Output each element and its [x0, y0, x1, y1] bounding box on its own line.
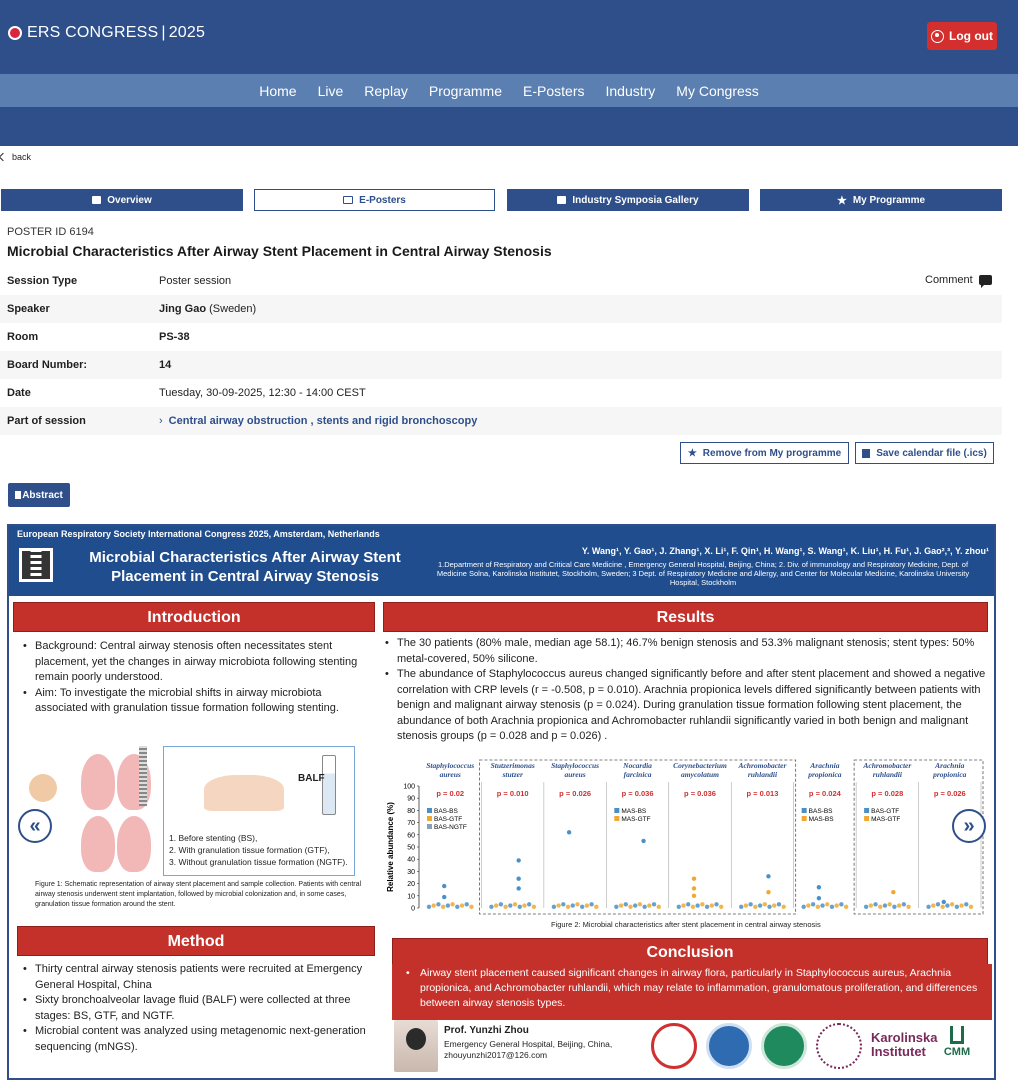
- data-point: [580, 905, 584, 909]
- panel-taxon-label: ruhlandii: [747, 770, 778, 779]
- data-point: [692, 886, 696, 890]
- hospital-logo-icon: [761, 1023, 807, 1069]
- data-point: [891, 890, 895, 894]
- results-text: [383, 636, 988, 745]
- data-point: [714, 902, 718, 906]
- data-point: [744, 903, 748, 907]
- p-value-label: p = 0.028: [871, 789, 904, 798]
- data-point: [460, 903, 464, 907]
- data-point: [753, 905, 757, 909]
- data-point: [691, 905, 695, 909]
- qr-code-icon: [19, 548, 53, 582]
- method-point: • Microbial content was analyzed using metagenomic next-generation sequencing (mNGS).: [21, 1024, 369, 1055]
- conclusion-text: • Airway stent placement caused significant changes in airway flora, particularly in Staphylococcus aureus, Arachnia propionica, and Achromobacter ruhlandii, which may relate to inflammation, granulomatous proliferation, and differences between airway stenosis types.: [392, 964, 992, 1020]
- data-point: [567, 830, 571, 834]
- results-point: • The 30 patients (80% male, median age 58.1); 46.7% benign stenosis and 53.3% malignant stenosis; stent types: 50% metal-covered, 50% silicone.: [383, 636, 988, 667]
- data-point: [518, 905, 522, 909]
- data-point: [873, 902, 877, 906]
- star-icon: ★: [687, 447, 697, 459]
- data-point: [705, 905, 709, 909]
- data-point: [878, 905, 882, 909]
- back-link[interactable]: [0, 152, 31, 162]
- data-point: [686, 902, 690, 906]
- data-point: [777, 902, 781, 906]
- comment-label: Comment: [925, 274, 973, 286]
- field-value: [159, 303, 256, 315]
- data-point: [532, 905, 536, 909]
- conclusion-heading: Conclusion: [392, 938, 988, 966]
- data-point: [692, 877, 696, 881]
- patient-lying-illustration: [204, 775, 284, 811]
- tab-my-programme[interactable]: [760, 189, 1002, 211]
- calendar-icon: [862, 449, 870, 458]
- y-tick-label: 10: [407, 893, 415, 901]
- data-point: [657, 905, 661, 909]
- p-value-label: p = 0.026: [559, 789, 592, 798]
- contact-card: [394, 1020, 624, 1078]
- logo-text: Institutet: [871, 1044, 926, 1059]
- legend-swatch: [427, 808, 432, 813]
- karolinska-logo: [871, 1031, 937, 1059]
- data-point: [950, 902, 954, 906]
- p-value-label: p = 0.036: [684, 789, 716, 798]
- field-value: Tuesday, 30-09-2025, 12:30 - 14:00 CEST: [159, 387, 366, 399]
- panel-taxon-label: Nocardia: [623, 761, 652, 770]
- logout-label: Log out: [949, 29, 993, 43]
- stage-label: 2. With granulation tissue formation (GTF),: [169, 845, 330, 855]
- data-point: [503, 905, 507, 909]
- data-point: [941, 905, 945, 909]
- method-heading: Method: [17, 926, 375, 956]
- data-point: [906, 905, 910, 909]
- legend-label: MAS-GTF: [871, 816, 901, 823]
- legend-swatch: [802, 816, 807, 821]
- panel-taxon-label: Staphylococcus: [426, 761, 475, 770]
- data-point: [465, 902, 469, 906]
- legend-label: BAS-GTF: [871, 808, 900, 815]
- y-tick-label: 20: [407, 881, 415, 889]
- data-point: [450, 902, 454, 906]
- figure-1-caption: Figure 1: Schematic representation of airway stent placement and sample collection. Patients with central airway stenosis underwent stent implantation, followed by microbial colonization and, in some cases, granulation tissue formation around the stent.: [35, 881, 362, 908]
- eposter-viewer[interactable]: [7, 524, 996, 1080]
- data-point: [677, 905, 681, 909]
- panel-taxon-label: propionica: [933, 770, 967, 779]
- panel-taxon-label: ruhlandii: [872, 770, 902, 779]
- balf-label: BALF: [298, 773, 325, 784]
- data-point: [719, 905, 723, 909]
- legend-label: MAS-BS: [621, 808, 647, 815]
- nav-replay[interactable]: Replay: [364, 82, 408, 99]
- data-point: [766, 874, 770, 878]
- brand-year: 2025: [168, 24, 206, 41]
- tab-label: My Programme: [852, 194, 926, 206]
- contact-email[interactable]: zhouyunzhi2017@126.com: [444, 1050, 548, 1060]
- lung-illustration: [117, 816, 151, 872]
- method-point: • Thirty central airway stenosis patients were recruited at Emergency General Hospital, China: [21, 962, 369, 993]
- tab-e-posters[interactable]: [254, 189, 495, 211]
- tab-label: Overview: [107, 194, 152, 206]
- figure-2-caption: Figure 2: Microbial characteristics after stent placement in central airway stenosis: [551, 920, 821, 929]
- nav-my-congress[interactable]: My Congress: [676, 82, 759, 99]
- speaker-name: Jing Gao: [159, 303, 207, 315]
- data-point: [844, 905, 848, 909]
- intro-heading: Introduction: [13, 602, 375, 632]
- data-point: [647, 903, 651, 907]
- data-point: [806, 903, 810, 907]
- back-label: back: [12, 152, 32, 162]
- chevron-double-left-icon: «: [29, 814, 41, 837]
- y-tick-label: 80: [407, 807, 415, 815]
- legend-label: MAS-BS: [808, 816, 834, 823]
- panel-taxon-label: Achromobacter: [738, 761, 787, 770]
- data-point: [817, 896, 821, 900]
- speaker-country: (Sweden): [209, 303, 257, 315]
- data-point: [811, 902, 815, 906]
- brand-name: ERS CONGRESS: [27, 24, 159, 41]
- data-point: [436, 902, 440, 906]
- data-point: [508, 903, 512, 907]
- abstract-button[interactable]: [8, 483, 70, 507]
- session-link-label: Central airway obstruction , stents and rigid bronchoscopy: [168, 415, 478, 427]
- field-value: [159, 331, 190, 343]
- data-point: [864, 905, 868, 909]
- data-point: [516, 877, 520, 881]
- y-tick-label: 90: [407, 795, 415, 803]
- data-point: [692, 894, 696, 898]
- data-point: [830, 905, 834, 909]
- y-tick-label: 30: [407, 868, 415, 876]
- data-point: [816, 905, 820, 909]
- panel-taxon-label: Corynebacterium: [673, 761, 727, 770]
- data-point: [594, 905, 598, 909]
- data-point: [432, 903, 436, 907]
- y-axis-label: Relative abundance (%): [386, 802, 395, 892]
- field-value: Poster session: [159, 275, 232, 287]
- eposter-title: Microbial Characteristics After Airway Stent Placement in Central Airway Stenosis: [89, 549, 401, 585]
- data-point: [834, 903, 838, 907]
- y-tick-label: 60: [407, 832, 415, 840]
- field-value: [159, 359, 171, 371]
- comment-icon: [979, 275, 992, 285]
- y-tick-label: 50: [407, 844, 415, 852]
- logout-button[interactable]: [927, 22, 997, 50]
- data-point: [642, 905, 646, 909]
- panel-taxon-label: Arachnia: [810, 761, 840, 770]
- legend-swatch: [864, 808, 869, 813]
- save-calendar-button[interactable]: [855, 442, 994, 464]
- calendar-icon: [92, 196, 101, 204]
- panel-taxon-label: Staphylococcus: [551, 761, 600, 770]
- page-title: Microbial Characteristics After Airway Stent Placement in Central Airway Stenosis: [7, 243, 552, 259]
- chevron-double-right-icon: »: [963, 814, 975, 837]
- stage-label: 3. Without granulation tissue formation (NGTF).: [169, 857, 348, 867]
- data-point: [561, 902, 565, 906]
- data-point: [442, 895, 446, 899]
- document-icon: [15, 491, 21, 499]
- nav-home[interactable]: Home: [259, 82, 297, 99]
- panel-taxon-label: stutzer: [502, 770, 523, 779]
- header-strip: [0, 107, 1018, 146]
- patient-illustration: [29, 774, 57, 802]
- ers-congress-logo[interactable]: [8, 24, 205, 42]
- panel-taxon-label: Achromobacter: [863, 761, 912, 770]
- cmm-icon: [950, 1026, 964, 1044]
- data-point: [513, 902, 517, 906]
- data-point: [641, 839, 645, 843]
- nav-industry[interactable]: Industry: [605, 82, 656, 99]
- data-point: [566, 905, 570, 909]
- figure-1-panel: [163, 746, 355, 876]
- data-point: [942, 900, 946, 904]
- intro-text: [21, 639, 369, 717]
- contact-affiliation: [444, 1039, 612, 1061]
- board-number-value: 14: [159, 359, 172, 371]
- data-point: [959, 903, 963, 907]
- intro-point: • Background: Central airway stenosis often necessitates stent placement, yet the changes in airway microbiota following stenting remain poorly understood.: [21, 639, 369, 686]
- button-label: Remove from My programme: [702, 447, 842, 459]
- data-point: [931, 903, 935, 907]
- data-point: [499, 902, 503, 906]
- data-point: [585, 903, 589, 907]
- hospital-logo-icon: [706, 1023, 752, 1069]
- stage-label: 1. Before stenting (BS),: [169, 833, 258, 843]
- data-point: [801, 905, 805, 909]
- button-label: Save calendar file (.ics): [876, 447, 987, 459]
- figure-1: [21, 744, 361, 879]
- nav-e-posters[interactable]: E-Posters: [523, 82, 585, 99]
- data-point: [772, 903, 776, 907]
- brand-separator: |: [161, 24, 166, 41]
- data-point: [700, 902, 704, 906]
- cmm-logo: [935, 1026, 979, 1066]
- data-point: [695, 903, 699, 907]
- chevron-left-icon: [0, 153, 7, 161]
- data-point: [766, 890, 770, 894]
- p-value-label: p = 0.024: [808, 789, 841, 798]
- data-point: [902, 902, 906, 906]
- data-point: [552, 905, 556, 909]
- room-value: PS-38: [159, 331, 190, 343]
- y-tick-label: 40: [407, 856, 415, 864]
- field-label: Speaker: [7, 303, 50, 315]
- contact-hospital: Emergency General Hospital, Beijing, China,: [444, 1039, 613, 1049]
- data-point: [839, 902, 843, 906]
- top-header: [0, 0, 1018, 74]
- panel-taxon-label: propionica: [808, 770, 842, 779]
- data-point: [638, 902, 642, 906]
- legend-swatch: [427, 824, 432, 829]
- data-point: [869, 903, 873, 907]
- eposter-header: [9, 526, 994, 596]
- data-point: [571, 903, 575, 907]
- data-point: [589, 902, 593, 906]
- data-point: [820, 903, 824, 907]
- panel-taxon-label: aureus: [439, 770, 461, 779]
- data-point: [614, 905, 618, 909]
- method-text: [21, 962, 369, 1055]
- poster-id: POSTER ID 6194: [7, 226, 94, 238]
- legend-label: BAS-GTF: [434, 816, 463, 823]
- data-point: [955, 905, 959, 909]
- data-point: [522, 903, 526, 907]
- data-point: [556, 903, 560, 907]
- y-tick-label: 70: [407, 820, 415, 828]
- balf-tube-illustration: [322, 755, 336, 815]
- lung-illustration: [81, 754, 115, 810]
- data-point: [964, 902, 968, 906]
- method-point: • Sixty bronchoalveolar lavage fluid (BALF) were collected at three stages: BS, GTF, and NGTF.: [21, 993, 369, 1024]
- eposter-conference: European Respiratory Society International Congress 2025, Amsterdam, Netherlands: [17, 529, 380, 539]
- data-point: [442, 884, 446, 888]
- field-label: Board Number:: [7, 359, 88, 371]
- data-point: [624, 902, 628, 906]
- legend-swatch: [864, 816, 869, 821]
- legend-label: BAS-NGTF: [434, 824, 467, 831]
- data-point: [575, 902, 579, 906]
- field-row-part-of-session: [0, 407, 1002, 435]
- data-point: [527, 902, 531, 906]
- legend-label: MAS-GTF: [621, 816, 651, 823]
- data-point: [763, 902, 767, 906]
- data-point: [469, 905, 473, 909]
- results-heading: Results: [383, 602, 988, 632]
- data-point: [739, 905, 743, 909]
- p-value-label: p = 0.010: [496, 789, 529, 798]
- legend-swatch: [614, 816, 619, 821]
- field-label: Room: [7, 331, 39, 343]
- field-label: Part of session: [7, 415, 86, 427]
- data-point: [516, 886, 520, 890]
- eposter-affiliations: 1.Department of Respiratory and Critical Care Medicine , Emergency General Hospital, Beijing, China; 2. Div. of immunology and Respiratory Medicine, Dept. of Medicine Solna, Karolinska Institutet, Stockholm, Sweden; 3 Dept. of Respiratory Medicine and Allergy, and Center for Molecular Medicine, Karolinska University Hospital, Stockholm: [436, 560, 970, 587]
- karolinska-seal-icon: [816, 1023, 862, 1069]
- chevron-right-icon: ›: [159, 415, 163, 427]
- p-value-label: p = 0.036: [621, 789, 654, 798]
- data-point: [489, 905, 493, 909]
- button-label: Abstract: [22, 489, 63, 501]
- stent-illustration: [139, 746, 147, 806]
- data-point: [710, 903, 714, 907]
- main-nav: [0, 74, 1018, 107]
- data-point: [897, 903, 901, 907]
- panel-taxon-label: aureus: [564, 770, 586, 779]
- data-point: [516, 858, 520, 862]
- y-tick-label: 0: [411, 905, 415, 913]
- p-value-label: p = 0.013: [746, 789, 779, 798]
- data-point: [681, 903, 685, 907]
- nav-live[interactable]: Live: [317, 82, 344, 99]
- data-point: [441, 905, 445, 909]
- grid-icon: [557, 196, 566, 204]
- user-icon: [931, 30, 944, 43]
- data-point: [455, 905, 459, 909]
- nav-programme[interactable]: Programme: [428, 82, 503, 99]
- data-point: [633, 903, 637, 907]
- field-label: Date: [7, 387, 31, 399]
- data-point: [969, 905, 973, 909]
- star-icon: ★: [836, 194, 847, 207]
- intro-point: • Aim: To investigate the microbial shifts in airway microbiota associated with granulation tissue formation following stenting.: [21, 686, 369, 717]
- legend-label: BAS-BS: [434, 808, 458, 815]
- contact-name: Prof. Yunzhi Zhou: [444, 1025, 529, 1036]
- legend-swatch: [802, 808, 807, 813]
- data-point: [494, 903, 498, 907]
- panel-taxon-label: Arachnia: [935, 761, 965, 770]
- panel-taxon-label: amycolatum: [681, 770, 719, 779]
- data-point: [887, 902, 891, 906]
- tab-label: Industry Symposia Gallery: [572, 194, 699, 206]
- data-point: [781, 905, 785, 909]
- data-point: [825, 902, 829, 906]
- hospital-logo-icon: [651, 1023, 697, 1069]
- remove-from-programme-button[interactable]: [680, 442, 849, 464]
- y-tick-label: 100: [403, 783, 415, 791]
- data-point: [628, 905, 632, 909]
- panel-taxon-label: Stutzerimonas: [490, 761, 535, 770]
- data-point: [767, 905, 771, 909]
- data-point: [817, 885, 821, 889]
- data-point: [652, 902, 656, 906]
- legend-swatch: [614, 808, 619, 813]
- field-row-session-type: [0, 267, 1002, 295]
- data-point: [758, 903, 762, 907]
- p-value-label: p = 0.026: [933, 789, 966, 798]
- figure-2-chart: [385, 758, 985, 928]
- panel-taxon-label: farcinica: [623, 770, 652, 779]
- data-point: [936, 902, 940, 906]
- session-link[interactable]: [159, 415, 477, 427]
- legend-swatch: [427, 816, 432, 821]
- previous-poster-button[interactable]: [18, 809, 52, 843]
- data-point: [446, 903, 450, 907]
- field-label: Session Type: [7, 275, 78, 287]
- avatar: [394, 1020, 438, 1072]
- data-point: [883, 903, 887, 907]
- tab-industry-symposia-gallery[interactable]: [507, 189, 749, 211]
- panel-group-box: [479, 760, 795, 914]
- field-row-room: [0, 323, 1002, 351]
- data-point: [945, 903, 949, 907]
- logo-text: Karolinska: [871, 1030, 938, 1045]
- eposter-authors: Y. Wang¹, Y. Gao¹, J. Zhang¹, X. Li¹, F. Qin¹, H. Wang¹, S. Wang¹, K. Liu¹, H. Fu¹, J. Gao²,³, Y. zhou¹: [581, 546, 989, 556]
- legend-label: BAS-BS: [808, 808, 833, 815]
- comment-button[interactable]: [925, 274, 992, 286]
- results-point: • The abundance of Staphylococcus aureus changed significantly before and after stent placement and showed a negative correlation with CRP levels (r = -0.508, p = 0.010). Arachnia propionica levels differed significantly between patients with benign and malignant airway stenosis (p = 0.024). During granulation tissue formation following stent placement, the abundance of both Arachnia propionica and Achromobacter ruhlandii significantly varied in both benign and malignant stenosis groups (p = 0.028 and p = 0.026) .: [383, 667, 988, 745]
- ers-logo-icon: [8, 26, 22, 40]
- tab-overview[interactable]: [1, 189, 243, 211]
- tab-label: E-Posters: [359, 194, 406, 206]
- data-point: [892, 905, 896, 909]
- data-point: [427, 905, 431, 909]
- field-row-speaker: [0, 295, 1002, 323]
- p-value-label: p = 0.02: [436, 789, 465, 798]
- field-row-board-number: [0, 351, 1002, 379]
- data-point: [926, 905, 930, 909]
- data-point: [748, 902, 752, 906]
- field-row-date: [0, 379, 1002, 407]
- lung-illustration: [81, 816, 115, 872]
- next-poster-button[interactable]: [952, 809, 986, 843]
- images-icon: [343, 196, 353, 204]
- logo-text: CMM: [943, 1046, 971, 1058]
- data-point: [619, 903, 623, 907]
